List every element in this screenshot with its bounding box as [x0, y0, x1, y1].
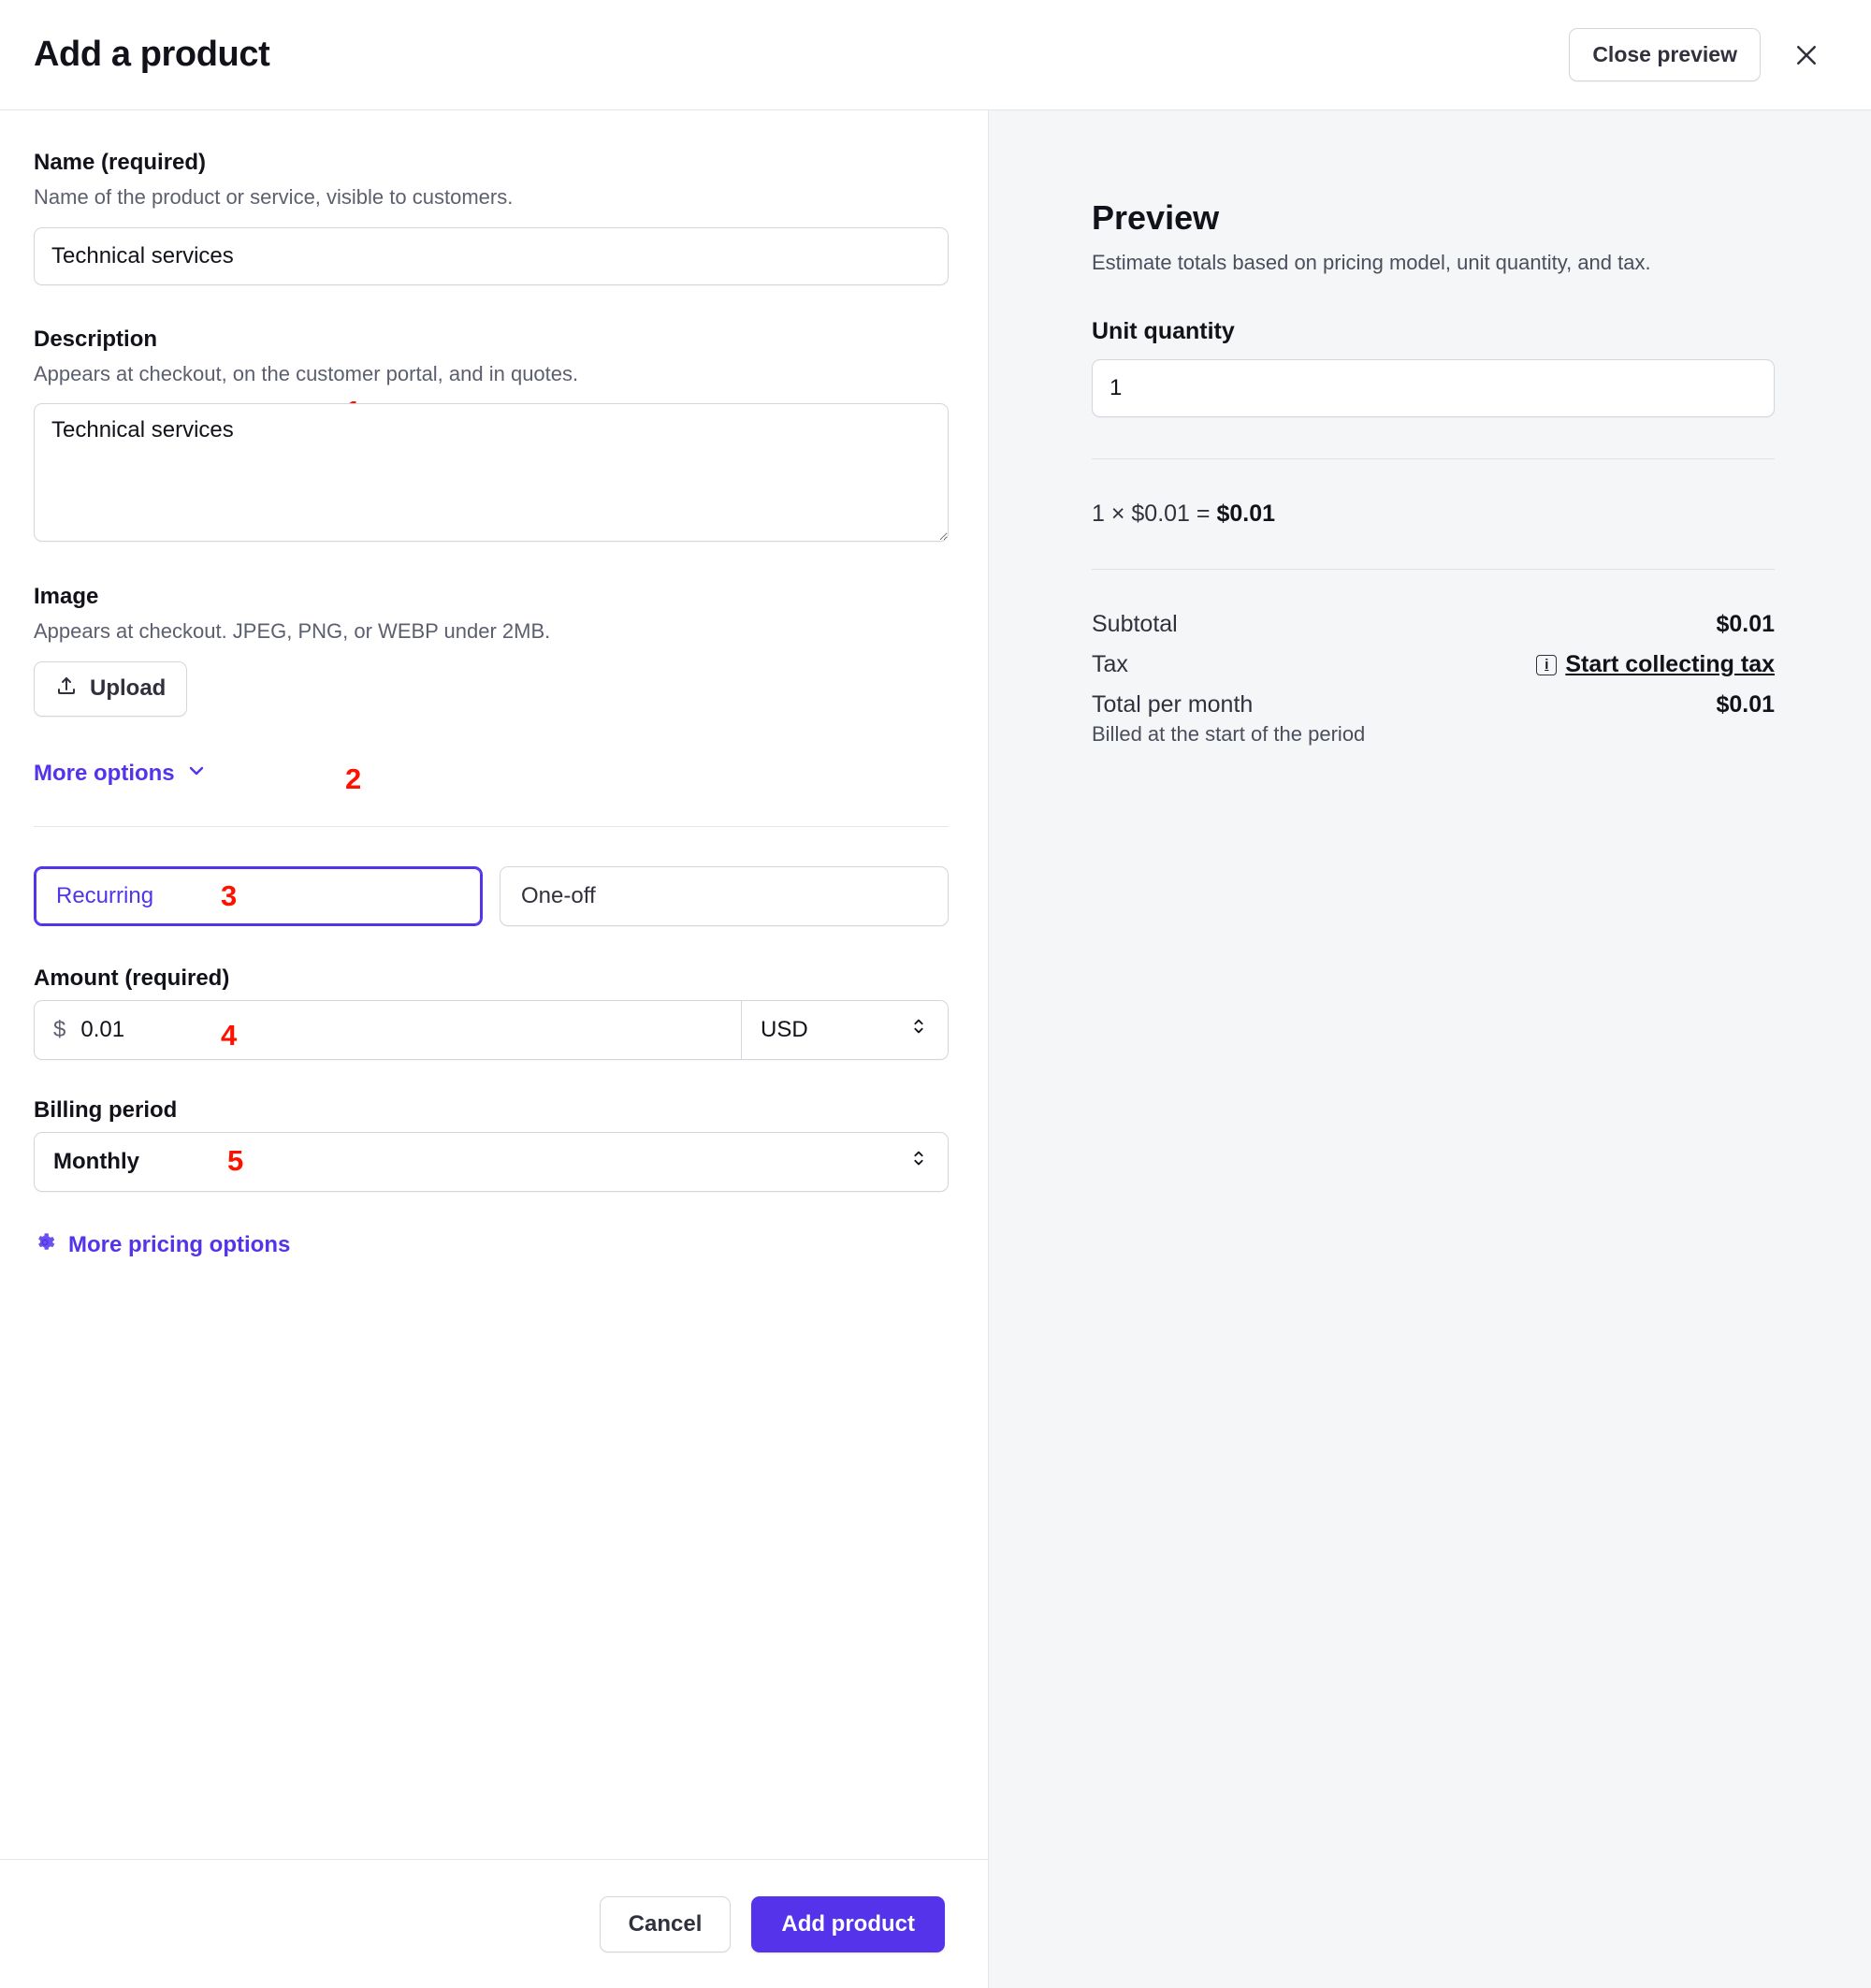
pricing-type-toggle	[34, 866, 954, 926]
billing-period-select[interactable]	[34, 1132, 949, 1192]
preview-subtitle: Estimate totals based on pricing model, unit quantity, and tax.	[1092, 251, 1651, 274]
more-options-toggle[interactable]	[34, 760, 208, 789]
billed-note: Billed at the start of the period	[1092, 722, 1366, 746]
amount-field-block	[34, 965, 954, 1060]
total-per-month-value: $0.01	[1716, 691, 1775, 718]
step-marker-5: 5	[227, 1143, 244, 1177]
chevron-updown-icon	[908, 1146, 929, 1177]
tax-row	[1092, 651, 1775, 678]
step-marker-2: 2	[345, 762, 362, 795]
description-input[interactable]	[34, 403, 949, 542]
more-pricing-options-link[interactable]	[34, 1231, 290, 1260]
preview-calculation-prefix: 1 × $0.01 =	[1092, 501, 1217, 527]
subtotal-value: $0.01	[1716, 611, 1775, 637]
close-preview-button[interactable]: Close preview	[1569, 28, 1761, 81]
page-title: Add a product	[34, 35, 270, 74]
header-actions	[1569, 28, 1828, 81]
currency-symbol: $	[53, 1016, 66, 1042]
tax-label: Tax	[1092, 651, 1128, 677]
currency-select-value: USD	[761, 1016, 808, 1042]
preview-totals	[1092, 611, 1775, 747]
description-label: Description	[34, 326, 158, 352]
preview-divider-bottom	[1092, 569, 1775, 570]
step-marker-3: 3	[221, 878, 238, 912]
more-options-label: More options	[34, 761, 175, 787]
modal-header	[0, 0, 1871, 110]
preview-calculation-total: $0.01	[1216, 501, 1276, 527]
modal-footer	[0, 1859, 988, 1988]
preview-calculation	[1092, 501, 1792, 528]
preview-pane	[989, 110, 1871, 1988]
name-label: Name (required)	[34, 150, 207, 175]
cancel-button[interactable]: Cancel	[600, 1896, 732, 1952]
image-label: Image	[34, 584, 99, 610]
more-pricing-options-label: More pricing options	[68, 1232, 291, 1258]
billing-period-label: Billing period	[34, 1096, 178, 1123]
amount-label: Amount (required)	[34, 965, 230, 991]
amount-input-wrap[interactable]	[35, 1001, 742, 1059]
image-help: Appears at checkout. JPEG, PNG, or WEBP under 2MB.	[34, 619, 551, 644]
gear-icon	[34, 1231, 56, 1260]
upload-button-label: Upload	[90, 675, 167, 702]
chevron-down-icon	[185, 760, 208, 789]
billing-period-field-block	[34, 1097, 954, 1192]
product-form-pane	[0, 110, 989, 1988]
unit-quantity-input[interactable]	[1092, 359, 1775, 417]
pricing-type-recurring-label: Recurring	[56, 882, 154, 908]
pricing-type-recurring[interactable]	[34, 866, 483, 926]
name-input[interactable]	[34, 227, 949, 285]
upload-icon	[55, 675, 78, 704]
modal-body	[0, 110, 1871, 1988]
pricing-type-oneoff[interactable]	[500, 866, 949, 926]
pricing-type-oneoff-label: One-off	[521, 882, 596, 908]
preview-title: Preview	[1092, 198, 1220, 237]
unit-quantity-label: Unit quantity	[1092, 318, 1235, 344]
currency-select[interactable]	[742, 1001, 948, 1059]
upload-button[interactable]	[34, 661, 187, 717]
add-product-button[interactable]: Add product	[751, 1896, 945, 1952]
form-divider	[34, 826, 949, 827]
total-per-month-label: Total per month	[1092, 691, 1254, 718]
description-help: Appears at checkout, on the customer portal, and in quotes.	[34, 361, 579, 385]
chevron-updown-icon	[908, 1014, 929, 1045]
subtotal-label: Subtotal	[1092, 611, 1178, 637]
close-icon[interactable]	[1785, 34, 1828, 77]
step-marker-4: 4	[221, 1018, 238, 1052]
amount-input[interactable]	[79, 1016, 741, 1044]
info-icon: i	[1536, 655, 1557, 675]
image-field-block	[34, 584, 954, 717]
start-collecting-tax-link[interactable]	[1536, 651, 1775, 678]
subtotal-row	[1092, 611, 1775, 638]
name-field-block	[34, 150, 954, 285]
amount-row	[34, 1000, 949, 1060]
product-form	[0, 110, 988, 1859]
name-help: Name of the product or service, visible to customers.	[34, 185, 514, 209]
start-collecting-tax-label: Start collecting tax	[1565, 651, 1775, 677]
billing-period-value: Monthly	[53, 1148, 139, 1174]
total-per-month-row	[1092, 691, 1775, 718]
preview-divider-top	[1092, 458, 1775, 459]
